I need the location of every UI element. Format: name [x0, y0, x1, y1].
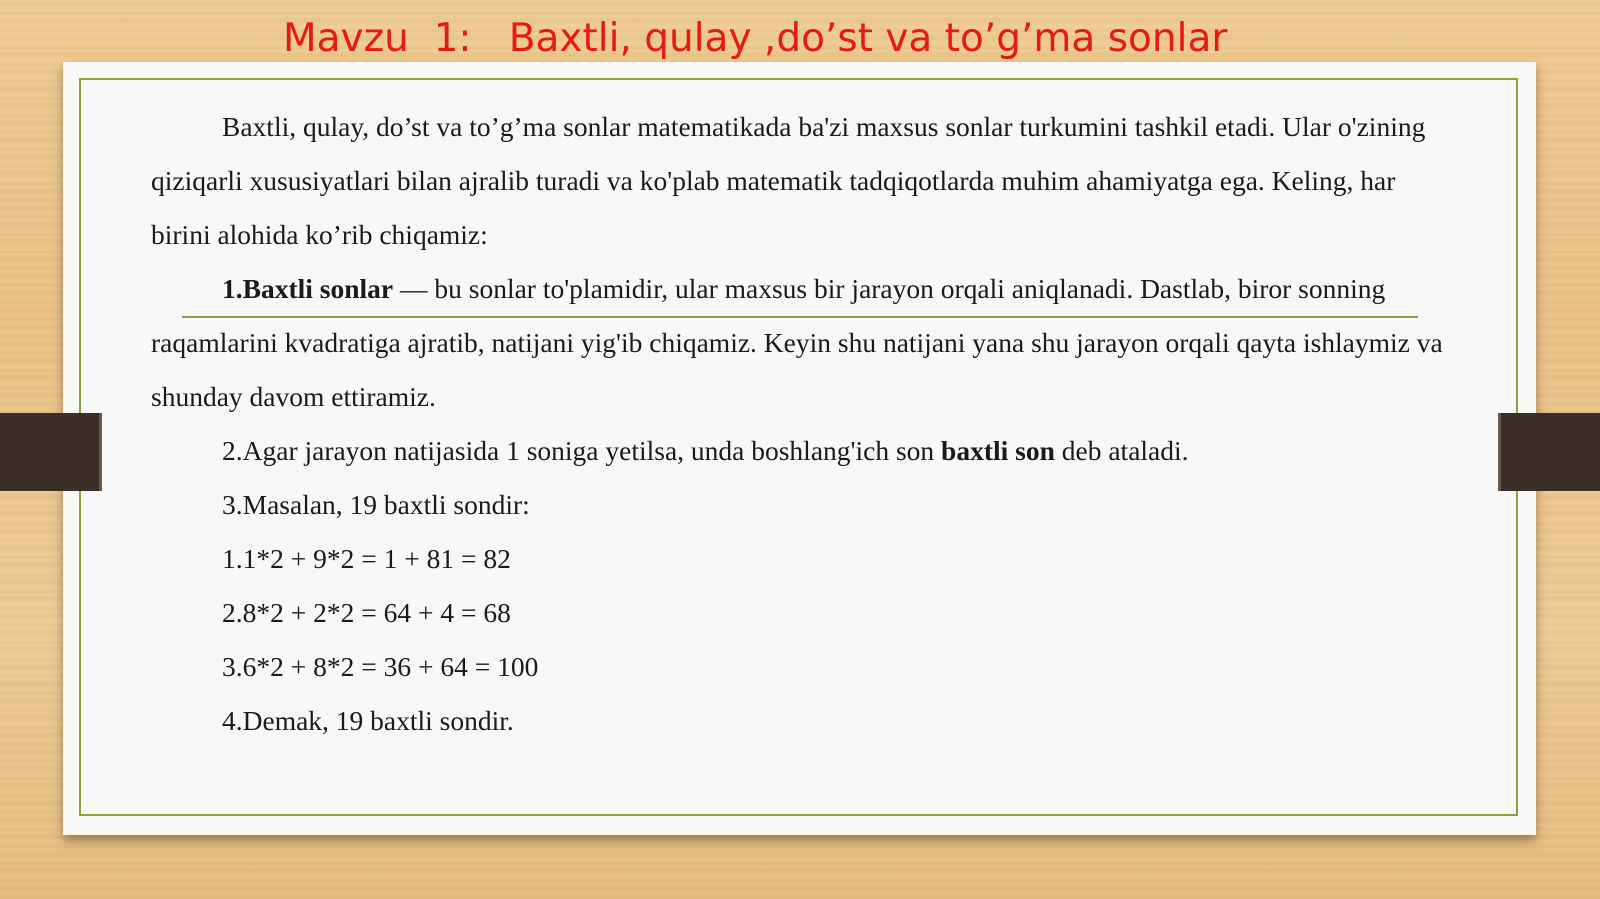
slide-body	[151, 100, 1571, 748]
item1-line-3: shunday davom ettiramiz.	[151, 381, 436, 412]
item3-line: 3.Masalan, 19 baxtli sondir:	[222, 489, 530, 520]
item1-line-2: raqamlarini kvadratiga ajratib, natijani yig'ib chiqamiz. Keyin shu natijani yana shu jarayon orqali qayta ishlaymiz va	[151, 327, 1443, 358]
intro-line-1: Baxtli, qulay, do’st va to’g’ma sonlar matematikada ba'zi maxsus sonlar turkumini tashkil etadi. Ular o'zining	[222, 111, 1426, 142]
item2-before: 2.Agar jarayon natijasida 1 soniga yetilsa, unda boshlang'ich son	[222, 435, 942, 466]
step-line-2: 2.8*2 + 2*2 = 64 + 4 = 68	[222, 597, 511, 628]
intro-line-3: birini alohida ko’rib chiqamiz:	[151, 219, 488, 250]
slide-title: Mavzu 1: Baxtli, qulay ,do’st va to’g’ma sonlar	[283, 16, 1228, 61]
item2-after: deb ataladi.	[1054, 435, 1189, 466]
step-line-1: 1.1*2 + 9*2 = 1 + 81 = 82	[222, 543, 511, 574]
item4-line: 4.Demak, 19 baxtli sondir.	[222, 705, 514, 736]
left-binder-tab	[0, 413, 102, 491]
item2-bold: baxtli son	[941, 435, 1055, 466]
intro-line-2: qiziqarli xususiyatlari bilan ajralib turadi va ko'plab matematik tadqiqotlarda muhim ahamiyatga ega. Keling, har	[151, 165, 1396, 196]
step-line-3: 3.6*2 + 8*2 = 36 + 64 = 100	[222, 651, 539, 682]
item1-line-1	[151, 262, 1571, 316]
item2-line	[151, 424, 1571, 478]
item1-term: 1.Baxtli sonlar	[222, 273, 394, 304]
item1-text: — bu sonlar to'plamidir, ular maxsus bir jarayon orqali aniqlanadi. Dastlab, biror sonning	[393, 273, 1386, 304]
